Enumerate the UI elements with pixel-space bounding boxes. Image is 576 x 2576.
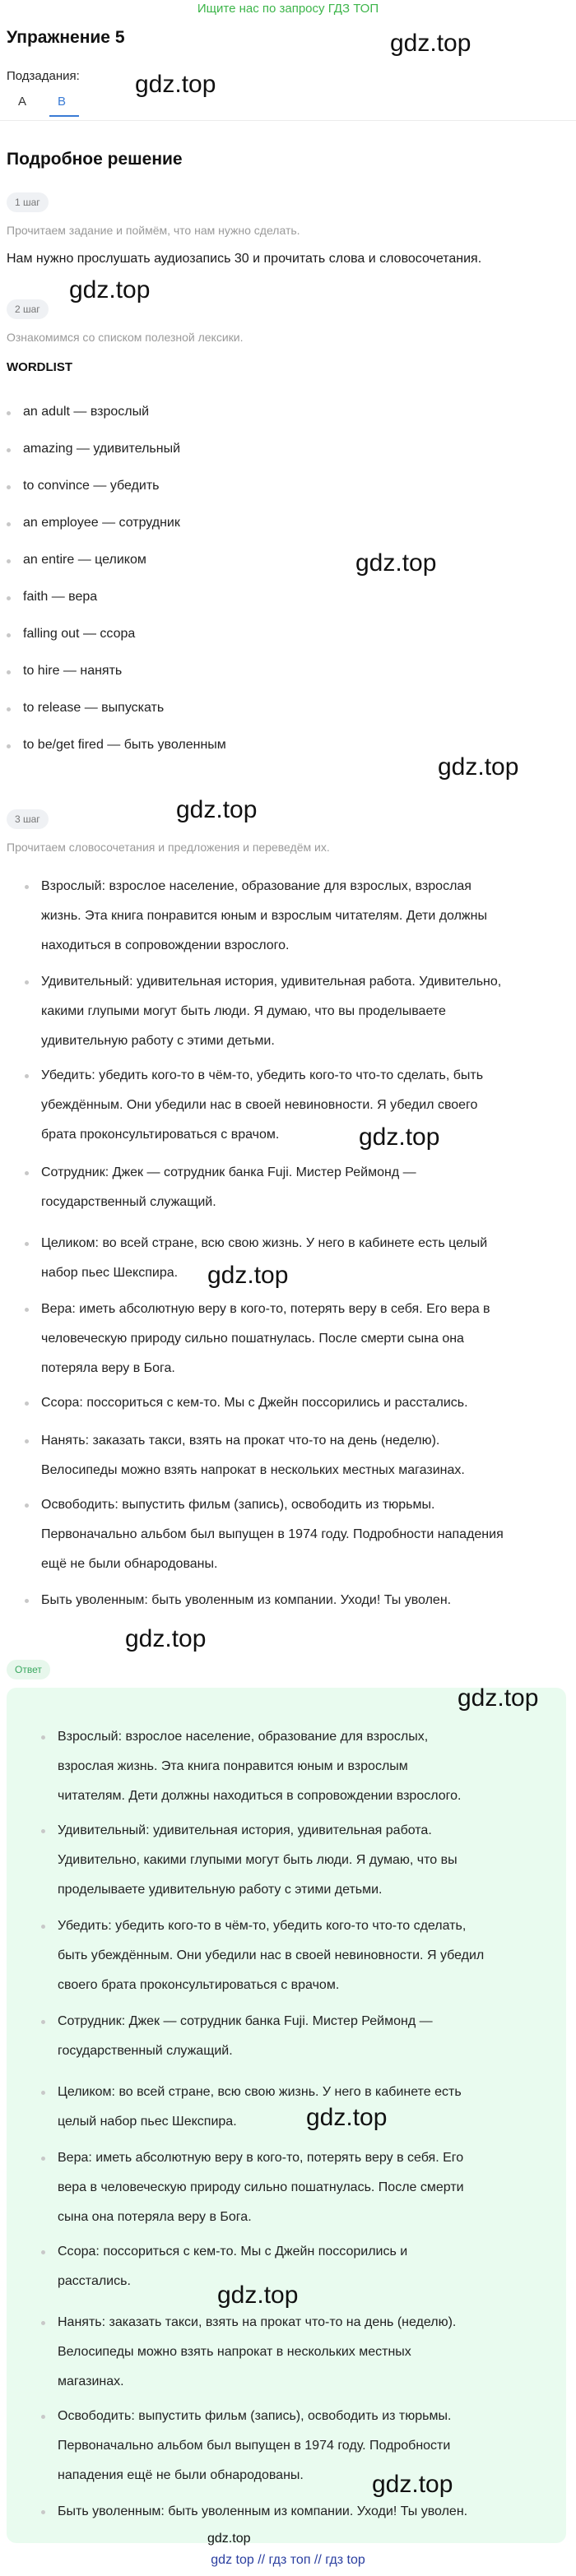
wordlist-title: WORDLIST: [7, 360, 72, 374]
exercise-title: Упражнение 5: [7, 28, 125, 47]
wordlist-item: to hire — нанять: [23, 664, 123, 678]
answer-paragraph-convince: Убедить: убедить кого-то в чём-то, убедить кого-то что-то сделать, быть убеждённым. Они убедили нас в своей невиновности. Я убедил своего брата проконсультироваться с врачом.: [58, 1911, 484, 2000]
step3-paragraph-entire: Целиком: во всей стране, всю свою жизнь. У него в кабинете есть целый набор пьес Шекспира.: [41, 1229, 487, 1288]
answer-badge: Ответ: [7, 1660, 50, 1679]
watermark: gdz.top: [217, 2282, 299, 2309]
step-3-description: Прочитаем словосочетания и предложения и переведём их.: [7, 841, 330, 854]
watermark: gdz.top: [306, 2104, 388, 2131]
wordlist-item: amazing — удивительный: [23, 442, 181, 456]
step3-paragraph-hire: Нанять: заказать такси, взять на прокат что-то на день (неделю). Велосипеды можно взять напрокат в нескольких местных магазинах.: [41, 1426, 465, 1485]
footer-links[interactable]: gdz top // гдз топ // гдз top: [211, 2553, 365, 2567]
wordlist-item: faith — вера: [23, 590, 98, 604]
divider: [0, 120, 576, 121]
solution-title: Подробное решение: [7, 150, 183, 169]
answer-paragraph-faith: Вера: иметь абсолютную веру в кого-то, потерять веру в себя. Его вера в человеческую природу сильно пошатнулась. После смерти сына она потеряла веру в Бога.: [58, 2143, 464, 2232]
answer-paragraph-amazing: Удивительный: удивительная история, удивительная работа. Удивительно, какими глупыми могут быть люди. Я думаю, что вы проделываете удивительную работу с этими детьми.: [58, 1816, 458, 1905]
step3-paragraph-convince: Убедить: убедить кого-то в чём-то, убедить кого-то что-то сделать, быть убеждённым. Они убедили нас в своей невиновности. Я убедил своего брата проконсультироваться с врачом.: [41, 1061, 483, 1150]
step-1-description: Прочитаем задание и поймём, что нам нужно сделать.: [7, 224, 300, 237]
tab-a[interactable]: A: [18, 95, 27, 109]
watermark: gdz.top: [355, 549, 437, 577]
answer-paragraph-falling-out: Ссора: поссориться с кем-то. Мы с Джейн поссорились и расстались.: [58, 2237, 407, 2296]
answer-paragraph-employee: Сотрудник: Джек — сотрудник банка Fuji. Мистер Реймонд — государственный служащий.: [58, 2007, 433, 2066]
watermark: gdz.top: [372, 2471, 453, 2498]
step-1-text: Нам нужно прослушать аудиозапись 30 и прочитать слова и словосочетания.: [7, 252, 482, 266]
top-banner[interactable]: Ищите нас по запросу ГДЗ ТОП: [197, 2, 379, 16]
watermark: gdz.top: [438, 753, 519, 781]
step-3-badge: 3 шаг: [7, 809, 49, 829]
wordlist-item: to be/get fired — быть уволенным: [23, 738, 226, 752]
step-1-badge: 1 шаг: [7, 192, 49, 212]
tab-b[interactable]: B: [58, 95, 67, 109]
step-2-badge: 2 шаг: [7, 299, 49, 319]
step3-paragraph-employee: Сотрудник: Джек — сотрудник банка Fuji. Мистер Реймонд — государственный служащий.: [41, 1158, 416, 1217]
step3-paragraph-amazing: Удивительный: удивительная история, удивительная работа. Удивительно, какими глупыми могут быть люди. Я думаю, что вы проделываете удивительную работу с этими детьми.: [41, 967, 501, 1056]
wordlist-item: to release — выпускать: [23, 701, 165, 715]
step3-paragraph-falling-out: Ссора: поссориться с кем-то. Мы с Джейн поссорились и расстались.: [41, 1388, 468, 1418]
watermark: gdz.top: [359, 1124, 440, 1151]
answer-paragraph-hire: Нанять: заказать такси, взять на прокат что-то на день (неделю). Велосипеды можно взять напрокат в нескольких местных магазинах.: [58, 2308, 456, 2397]
watermark: gdz.top: [390, 30, 471, 57]
wordlist-item: an employee — сотрудник: [23, 516, 180, 530]
wordlist-item: an entire — целиком: [23, 553, 146, 567]
watermark: gdz.top: [135, 71, 216, 98]
watermark: gdz.top: [176, 796, 258, 823]
watermark-small: gdz.top: [207, 2532, 251, 2546]
wordlist-item: an adult — взрослый: [23, 405, 150, 419]
step-2-description: Ознакомимся со списком полезной лексики.: [7, 331, 244, 344]
answer-paragraph-release: Освободить: выпустить фильм (запись), освободить из тюрьмы. Первоначально альбом был выпущен в 1974 году. Подробности нападения ещё не были обнародованы.: [58, 2402, 451, 2490]
watermark: gdz.top: [458, 1684, 539, 1712]
watermark: gdz.top: [125, 1625, 207, 1652]
active-tab-indicator: [49, 115, 79, 117]
step3-paragraph-faith: Вера: иметь абсолютную веру в кого-то, потерять веру в себя. Его вера в человеческую природу сильно пошатнулась. После смерти сына она потеряла веру в Бога.: [41, 1295, 490, 1383]
step3-paragraph-adult: Взрослый: взрослое население, образование для взрослых, взрослая жизнь. Эта книга понравится юным и взрослым читателям. Дети должны находиться в сопровождении взрослого.: [41, 872, 487, 961]
answer-paragraph-adult: Взрослый: взрослое население, образование для взрослых, взрослая жизнь. Эта книга понравится юным и взрослым читателям. Дети должны находиться в сопровождении взрослого.: [58, 1722, 461, 1811]
answer-paragraph-entire: Целиком: во всей стране, всю свою жизнь. У него в кабинете есть целый набор пьес Шекспира.: [58, 2078, 462, 2137]
answer-paragraph-fired: Быть уволенным: быть уволенным из компании. Уходи! Ты уволен.: [58, 2497, 467, 2527]
subtasks-label: Подзадания:: [7, 69, 80, 83]
wordlist-item: falling out — ссора: [23, 627, 136, 641]
watermark: gdz.top: [207, 1262, 289, 1289]
step3-paragraph-release: Освободить: выпустить фильм (запись), освободить из тюрьмы. Первоначально альбом был выпущен в 1974 году. Подробности нападения ещё не были обнародованы.: [41, 1490, 504, 1579]
wordlist-item: to convince — убедить: [23, 479, 160, 493]
watermark: gdz.top: [69, 276, 151, 303]
step3-paragraph-fired: Быть уволенным: быть уволенным из компании. Уходи! Ты уволен.: [41, 1586, 451, 1615]
